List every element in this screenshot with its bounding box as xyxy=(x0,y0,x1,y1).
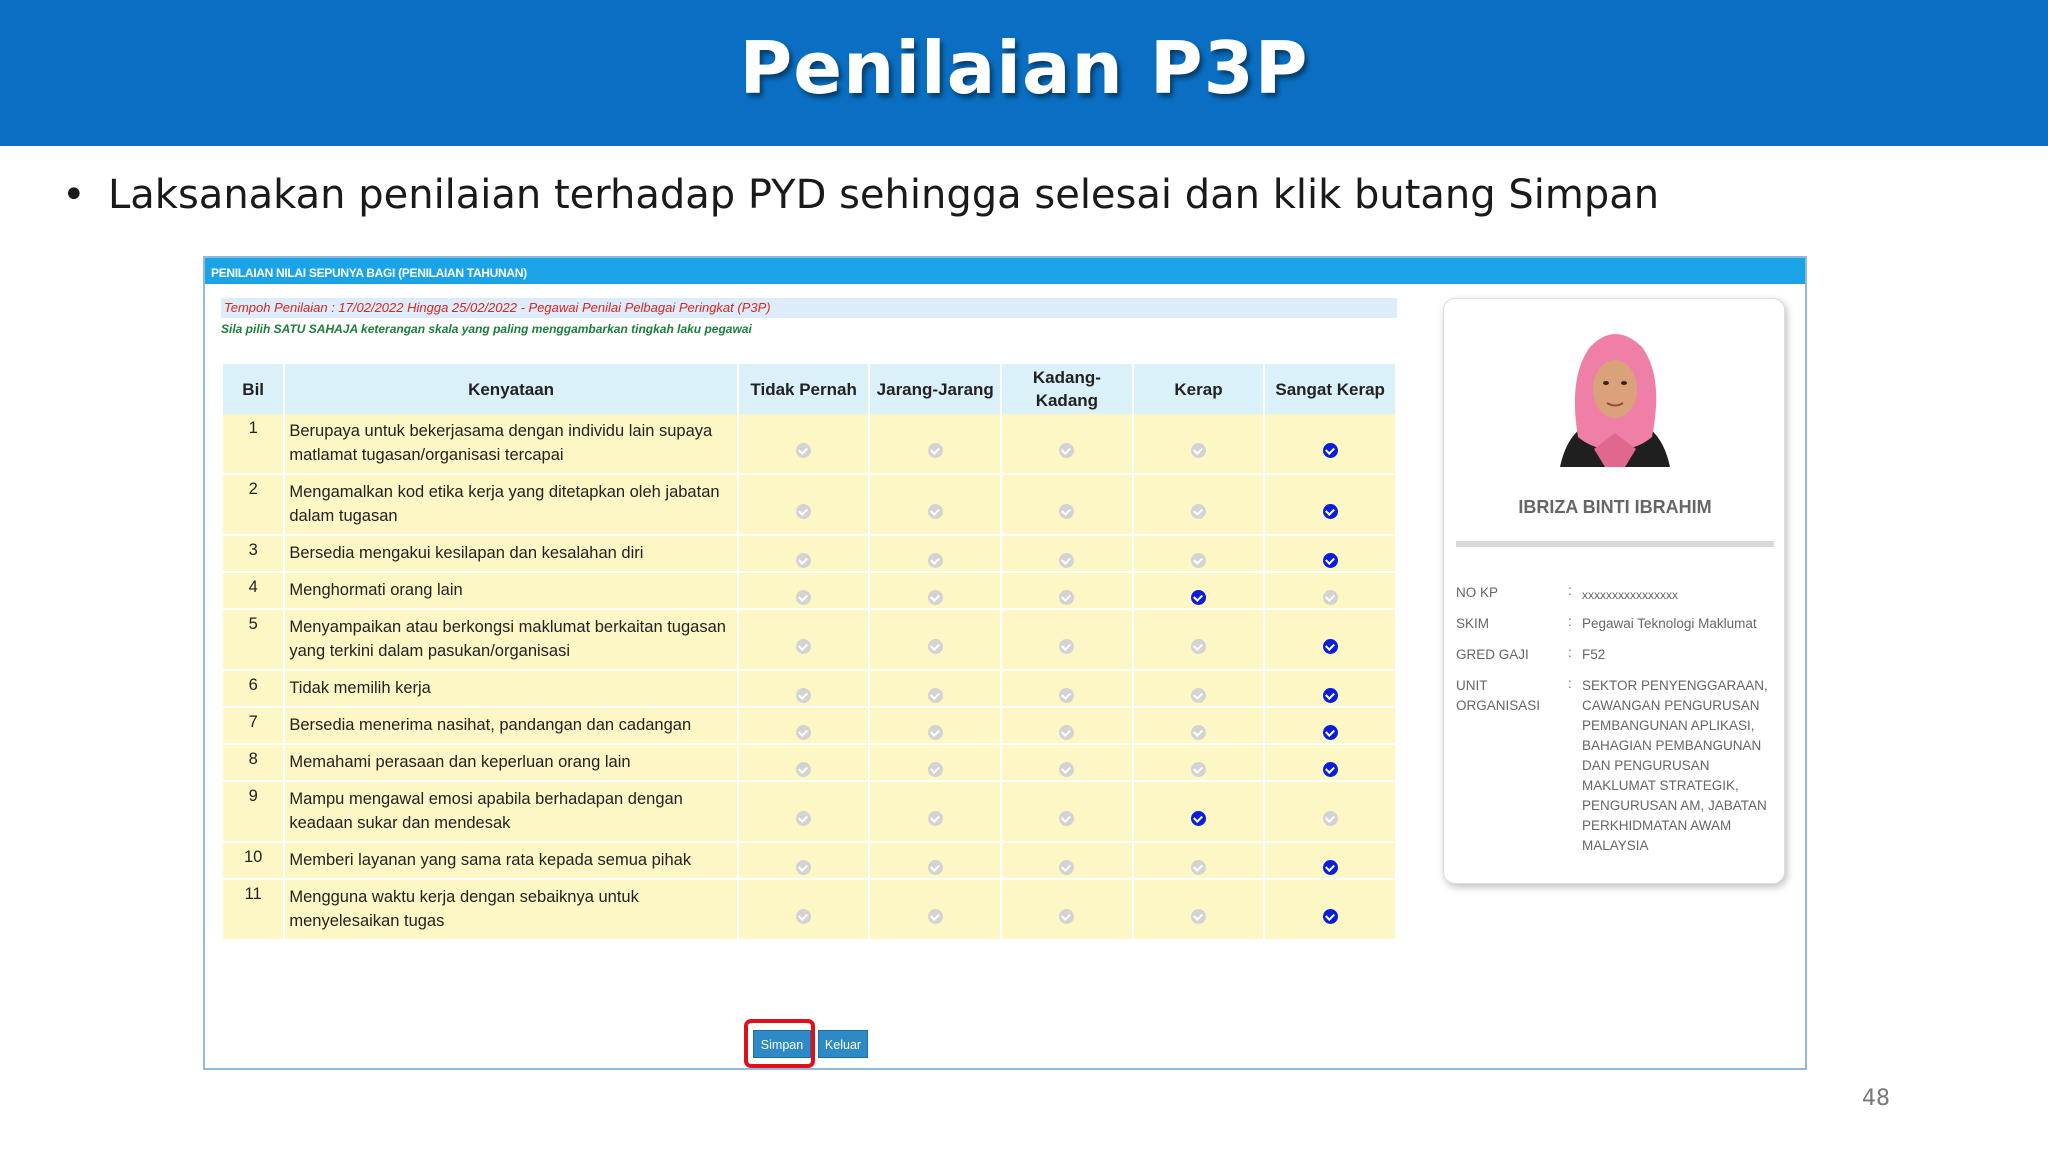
option-cell xyxy=(1265,782,1395,843)
option-cell xyxy=(1265,843,1395,880)
field-label-unit-organisasi: UNIT ORGANISASI xyxy=(1456,678,1541,713)
radio-unchecked-icon[interactable] xyxy=(1059,762,1074,777)
table-row xyxy=(223,414,1395,475)
option-cell xyxy=(739,536,869,573)
row-number: 11 xyxy=(223,880,283,941)
radio-checked-icon[interactable] xyxy=(1191,590,1206,605)
table-row xyxy=(223,671,1395,708)
table-row xyxy=(223,573,1395,610)
assessment-table xyxy=(221,364,1397,941)
radio-unchecked-icon[interactable] xyxy=(1059,688,1074,703)
radio-unchecked-icon[interactable] xyxy=(928,443,943,458)
radio-unchecked-icon[interactable] xyxy=(796,860,811,875)
field-colon: : xyxy=(1568,645,1572,660)
option-cell xyxy=(1002,745,1132,782)
col-kenyataan: Kenyataan xyxy=(285,364,736,414)
col-option-0: Tidak Pernah xyxy=(739,364,869,414)
option-cell xyxy=(1265,475,1395,536)
field-label-no-kp: NO KP xyxy=(1456,585,1499,600)
radio-checked-icon[interactable] xyxy=(1323,725,1338,740)
field-value-unit-organisasi: SEKTOR PENYENGGARAAN, CAWANGAN PENGURUSAN PEMBANGUNAN APLIKASI, BAHAGIAN PEMBANGUNAN DAN PENGURUSAN MAKLUMAT STRATEGIK, PENGURUSAN AM, JABATAN PERKHIDMATAN AWAM MALAYSIA xyxy=(1582,678,1768,853)
radio-unchecked-icon[interactable] xyxy=(796,590,811,605)
option-cell xyxy=(739,745,869,782)
row-number: 1 xyxy=(223,414,283,475)
table-row xyxy=(223,475,1395,536)
option-cell xyxy=(1002,843,1132,880)
field-colon: : xyxy=(1568,676,1572,691)
radio-unchecked-icon[interactable] xyxy=(928,590,943,605)
col-bil: Bil xyxy=(223,364,283,414)
option-cell xyxy=(739,782,869,843)
option-cell xyxy=(1002,573,1132,610)
option-cell xyxy=(1134,475,1264,536)
bullet-dot: • xyxy=(62,172,86,218)
radio-unchecked-icon[interactable] xyxy=(796,553,811,568)
row-number: 9 xyxy=(223,782,283,843)
option-cell xyxy=(1265,610,1395,671)
option-cell xyxy=(739,573,869,610)
option-cell xyxy=(870,610,1000,671)
title-banner xyxy=(0,0,2048,146)
option-cell xyxy=(870,475,1000,536)
profile-photo xyxy=(1550,317,1680,467)
option-cell xyxy=(1265,745,1395,782)
radio-unchecked-icon[interactable] xyxy=(928,688,943,703)
radio-checked-icon[interactable] xyxy=(1323,443,1338,458)
assessment-rows xyxy=(223,414,1395,941)
radio-checked-icon[interactable] xyxy=(1323,504,1338,519)
option-cell xyxy=(1265,708,1395,745)
option-cell xyxy=(1134,745,1264,782)
radio-unchecked-icon[interactable] xyxy=(928,811,943,826)
radio-unchecked-icon[interactable] xyxy=(796,688,811,703)
option-cell xyxy=(1134,536,1264,573)
radio-checked-icon[interactable] xyxy=(1323,762,1338,777)
option-cell xyxy=(1002,671,1132,708)
row-number: 2 xyxy=(223,475,283,536)
table-row xyxy=(223,745,1395,782)
slide-title: Penilaian P3P xyxy=(739,26,1309,110)
form-header: PENILAIAN NILAI SEPUNYA BAGI (PENILAIAN TAHUNAN) xyxy=(205,258,1805,284)
radio-unchecked-icon[interactable] xyxy=(928,504,943,519)
option-cell xyxy=(1134,414,1264,475)
radio-unchecked-icon[interactable] xyxy=(1191,639,1206,654)
row-number: 8 xyxy=(223,745,283,782)
option-cell xyxy=(1134,610,1264,671)
option-cell xyxy=(870,880,1000,941)
option-cell xyxy=(1002,708,1132,745)
option-cell xyxy=(739,414,869,475)
field-colon: : xyxy=(1568,614,1572,629)
col-option-1: Jarang-Jarang xyxy=(870,364,1000,414)
option-cell xyxy=(1134,708,1264,745)
radio-unchecked-icon[interactable] xyxy=(928,762,943,777)
radio-checked-icon[interactable] xyxy=(1323,860,1338,875)
option-cell xyxy=(1134,671,1264,708)
option-cell xyxy=(1265,573,1395,610)
row-number: 5 xyxy=(223,610,283,671)
radio-unchecked-icon[interactable] xyxy=(1191,504,1206,519)
profile-name: IBRIZA BINTI IBRAHIM xyxy=(1518,497,1712,517)
option-cell xyxy=(1002,414,1132,475)
row-statement: Tidak memilih kerja xyxy=(285,671,736,708)
radio-unchecked-icon[interactable] xyxy=(796,762,811,777)
radio-checked-icon[interactable] xyxy=(1191,811,1206,826)
row-statement: Memberi layanan yang sama rata kepada semua pihak xyxy=(285,843,736,880)
option-cell xyxy=(1265,414,1395,475)
table-row xyxy=(223,782,1395,843)
option-cell xyxy=(739,610,869,671)
row-number: 7 xyxy=(223,708,283,745)
option-cell xyxy=(739,880,869,941)
instruction-bullet xyxy=(62,172,1659,218)
radio-unchecked-icon[interactable] xyxy=(1059,639,1074,654)
option-cell xyxy=(1134,880,1264,941)
radio-unchecked-icon[interactable] xyxy=(1191,688,1206,703)
row-statement: Mengguna waktu kerja dengan sebaiknya untuk menyelesaikan tugas xyxy=(285,880,736,941)
option-cell xyxy=(870,745,1000,782)
row-statement: Bersedia mengakui kesilapan dan kesalahan diri xyxy=(285,536,736,573)
radio-unchecked-icon[interactable] xyxy=(1191,762,1206,777)
bullet-text: Laksanakan penilaian terhadap PYD sehingga selesai dan klik butang Simpan xyxy=(108,172,1660,218)
radio-unchecked-icon[interactable] xyxy=(1059,811,1074,826)
option-cell xyxy=(1265,880,1395,941)
option-cell xyxy=(870,573,1000,610)
radio-unchecked-icon[interactable] xyxy=(796,811,811,826)
field-value-skim: Pegawai Teknologi Maklumat xyxy=(1582,616,1757,631)
radio-unchecked-icon[interactable] xyxy=(796,725,811,740)
radio-unchecked-icon[interactable] xyxy=(796,909,811,924)
radio-checked-icon[interactable] xyxy=(1323,639,1338,654)
table-row xyxy=(223,610,1395,671)
option-cell xyxy=(1265,536,1395,573)
radio-unchecked-icon[interactable] xyxy=(796,504,811,519)
row-statement: Bersedia menerima nasihat, pandangan dan cadangan xyxy=(285,708,736,745)
radio-unchecked-icon[interactable] xyxy=(928,725,943,740)
radio-unchecked-icon[interactable] xyxy=(1191,725,1206,740)
radio-unchecked-icon[interactable] xyxy=(1059,590,1074,605)
radio-unchecked-icon[interactable] xyxy=(1323,811,1338,826)
table-row xyxy=(223,708,1395,745)
option-cell xyxy=(739,708,869,745)
row-number: 6 xyxy=(223,671,283,708)
save-button[interactable]: Simpan xyxy=(753,1030,811,1058)
option-cell xyxy=(1134,573,1264,610)
option-cell xyxy=(870,414,1000,475)
row-statement: Berupaya untuk bekerjasama dengan individu lain supaya matlamat tugasan/organisasi tercapai xyxy=(285,414,736,475)
field-value-no-kp: xxxxxxxxxxxxxxxx xyxy=(1582,588,1678,602)
page-number: 48 xyxy=(1862,1086,1890,1111)
radio-unchecked-icon[interactable] xyxy=(928,553,943,568)
row-statement: Mengamalkan kod etika kerja yang ditetapkan oleh jabatan dalam tugasan xyxy=(285,475,736,536)
option-cell xyxy=(870,843,1000,880)
field-label-gred-gaji: GRED GAJI xyxy=(1456,647,1529,662)
option-cell xyxy=(739,475,869,536)
table-row xyxy=(223,880,1395,941)
radio-unchecked-icon[interactable] xyxy=(1191,860,1206,875)
radio-unchecked-icon[interactable] xyxy=(796,639,811,654)
row-statement: Memahami perasaan dan keperluan orang lain xyxy=(285,745,736,782)
radio-unchecked-icon[interactable] xyxy=(1059,860,1074,875)
option-cell xyxy=(1134,843,1264,880)
assessment-period: Tempoh Penilaian : 17/02/2022 Hingga 25/02/2022 - Pegawai Penilai Pelbagai Peringkat (P3P) xyxy=(221,298,1397,318)
row-statement: Menghormati orang lain xyxy=(285,573,736,610)
option-cell xyxy=(1002,610,1132,671)
radio-unchecked-icon[interactable] xyxy=(1059,909,1074,924)
option-cell xyxy=(739,843,869,880)
row-statement: Mampu mengawal emosi apabila berhadapan dengan keadaan sukar dan mendesak xyxy=(285,782,736,843)
option-cell xyxy=(739,671,869,708)
radio-unchecked-icon[interactable] xyxy=(928,639,943,654)
radio-checked-icon[interactable] xyxy=(1323,688,1338,703)
radio-unchecked-icon[interactable] xyxy=(928,860,943,875)
table-header-row xyxy=(223,364,1395,414)
radio-unchecked-icon[interactable] xyxy=(796,443,811,458)
option-cell xyxy=(870,536,1000,573)
radio-unchecked-icon[interactable] xyxy=(1191,443,1206,458)
option-cell xyxy=(1002,475,1132,536)
radio-unchecked-icon[interactable] xyxy=(928,909,943,924)
row-statement: Menyampaikan atau berkongsi maklumat berkaitan tugasan yang terkini dalam pasukan/organisasi xyxy=(285,610,736,671)
option-cell xyxy=(870,782,1000,843)
option-cell xyxy=(870,671,1000,708)
col-option-3: Kerap xyxy=(1134,364,1264,414)
radio-unchecked-icon[interactable] xyxy=(1191,553,1206,568)
field-label-skim: SKIM xyxy=(1456,616,1490,631)
table-row xyxy=(223,843,1395,880)
option-cell xyxy=(1002,536,1132,573)
col-option-2: Kadang-Kadang xyxy=(1002,364,1132,414)
row-number: 10 xyxy=(223,843,283,880)
radio-checked-icon[interactable] xyxy=(1323,553,1338,568)
table-row xyxy=(223,536,1395,573)
radio-unchecked-icon[interactable] xyxy=(1191,909,1206,924)
option-cell xyxy=(1002,880,1132,941)
field-value-gred-gaji: F52 xyxy=(1582,647,1606,662)
radio-checked-icon[interactable] xyxy=(1323,909,1338,924)
exit-button[interactable]: Keluar xyxy=(818,1030,868,1058)
field-colon: : xyxy=(1568,583,1572,598)
radio-unchecked-icon[interactable] xyxy=(1323,590,1338,605)
option-cell xyxy=(870,708,1000,745)
col-option-4: Sangat Kerap xyxy=(1265,364,1395,414)
radio-unchecked-icon[interactable] xyxy=(1059,553,1074,568)
form-instruction: Sila pilih SATU SAHAJA keterangan skala yang paling menggambarkan tingkah laku pegawai xyxy=(221,322,752,336)
assessment-screenshot xyxy=(203,256,1807,1070)
profile-card xyxy=(1443,298,1785,884)
option-cell xyxy=(1002,782,1132,843)
radio-unchecked-icon[interactable] xyxy=(1059,504,1074,519)
option-cell xyxy=(1265,671,1395,708)
option-cell xyxy=(1134,782,1264,843)
row-number: 4 xyxy=(223,573,283,610)
profile-divider xyxy=(1456,541,1774,547)
radio-unchecked-icon[interactable] xyxy=(1059,725,1074,740)
radio-unchecked-icon[interactable] xyxy=(1059,443,1074,458)
row-number: 3 xyxy=(223,536,283,573)
